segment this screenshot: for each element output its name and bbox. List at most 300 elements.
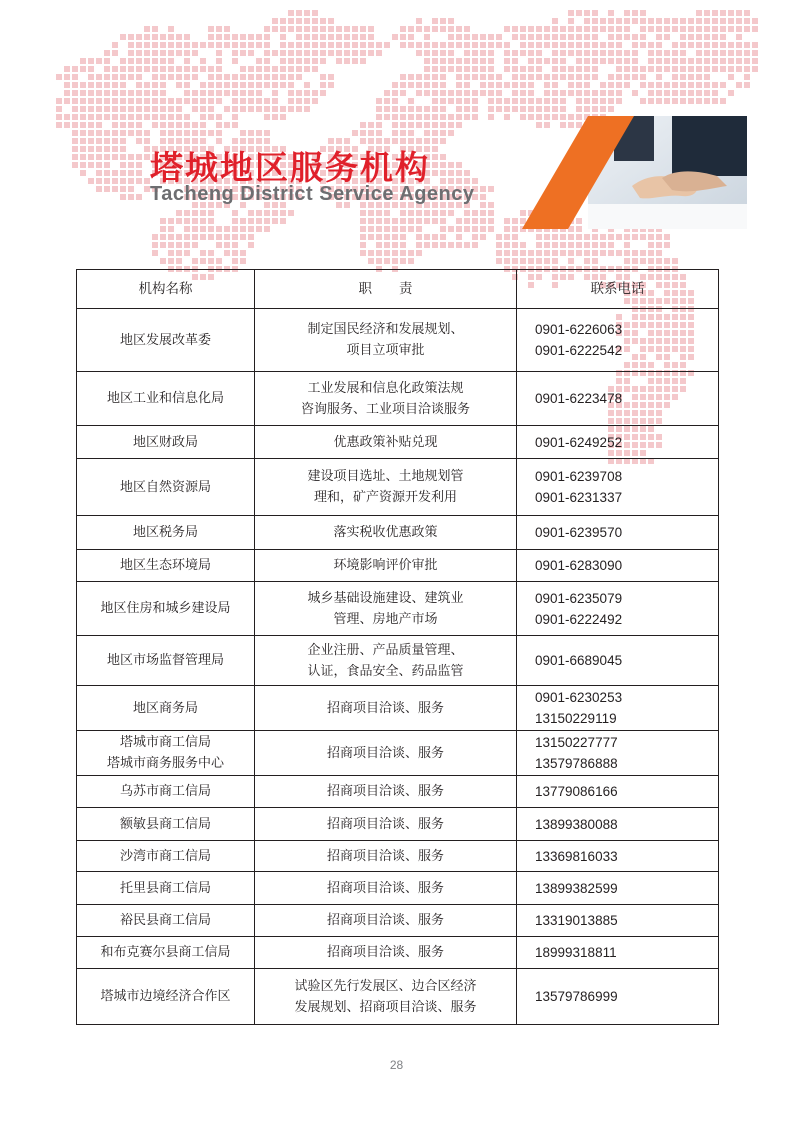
agency-name: 塔城市商工信局 (119, 735, 211, 750)
map-dot (184, 114, 190, 120)
map-dot (128, 50, 134, 56)
map-dot (416, 18, 422, 24)
map-dot (328, 34, 334, 40)
map-dot (248, 106, 254, 112)
map-dot (712, 18, 718, 24)
map-dot (72, 138, 78, 144)
map-dot (216, 226, 222, 232)
map-dot (600, 82, 606, 88)
agency-name: 托里县商工信局 (119, 880, 211, 896)
duty-line: 项目立项审批 (346, 343, 425, 358)
map-dot (216, 98, 222, 104)
duty-cell (255, 731, 517, 776)
agency-name-cell (77, 459, 255, 516)
map-dot (360, 34, 366, 40)
map-dot (528, 50, 534, 56)
map-dot (432, 170, 438, 176)
map-dot (520, 242, 526, 248)
map-dot (560, 98, 566, 104)
map-dot (576, 34, 582, 40)
map-dot (136, 82, 142, 88)
map-dot (104, 170, 110, 176)
map-dot (528, 90, 534, 96)
map-dot (144, 98, 150, 104)
map-dot (504, 106, 510, 112)
map-dot (424, 90, 430, 96)
map-dot (424, 74, 430, 80)
map-dot (216, 90, 222, 96)
duty-cell (255, 808, 517, 841)
map-dot (208, 226, 214, 232)
map-dot (208, 34, 214, 40)
map-dot (536, 242, 542, 248)
map-dot (448, 58, 454, 64)
map-dot (432, 234, 438, 240)
map-dot (248, 242, 254, 248)
map-dot (232, 50, 238, 56)
map-dot (432, 98, 438, 104)
map-dot (448, 226, 454, 232)
map-dot (280, 210, 286, 216)
map-dot (248, 50, 254, 56)
map-dot (472, 114, 478, 120)
map-dot (360, 130, 366, 136)
map-dot (360, 58, 366, 64)
phone-number: 0901-6222542 (535, 343, 623, 358)
map-dot (632, 58, 638, 64)
map-dot (296, 90, 302, 96)
map-dot (664, 34, 670, 40)
map-dot (392, 106, 398, 112)
map-dot (520, 98, 526, 104)
map-dot (720, 50, 726, 56)
map-dot (248, 226, 254, 232)
map-dot (680, 58, 686, 64)
map-dot (72, 82, 78, 88)
duty-line: 认证，食品安全、药品监管 (307, 663, 464, 679)
map-dot (408, 218, 414, 224)
phone-number: 0901-6230253 (535, 690, 623, 705)
map-dot (408, 106, 414, 112)
map-dot (696, 34, 702, 40)
map-dot (56, 122, 62, 128)
map-dot (392, 34, 398, 40)
map-dot (592, 106, 598, 112)
map-dot (200, 98, 206, 104)
agency-name-cell (77, 372, 255, 426)
map-dot (128, 66, 134, 72)
map-dot (224, 242, 230, 248)
map-dot (192, 90, 198, 96)
map-dot (592, 66, 598, 72)
map-dot (552, 66, 558, 72)
handshake-photo (522, 116, 747, 229)
map-dot (416, 74, 422, 80)
map-dot (352, 34, 358, 40)
map-dot (216, 58, 222, 64)
map-dot (416, 106, 422, 112)
map-dot (80, 138, 86, 144)
map-dot (192, 210, 198, 216)
map-dot (592, 234, 598, 240)
map-dot (112, 106, 118, 112)
map-dot (456, 74, 462, 80)
phone-number: 0901-6249252 (535, 434, 623, 450)
map-dot (232, 242, 238, 248)
map-dot (200, 58, 206, 64)
map-dot (440, 114, 446, 120)
map-dot (280, 58, 286, 64)
map-dot (280, 106, 286, 112)
map-dot (192, 130, 198, 136)
map-dot (712, 42, 718, 48)
map-dot (96, 170, 102, 176)
map-dot (272, 26, 278, 32)
map-dot (664, 58, 670, 64)
map-dot (256, 218, 262, 224)
map-dot (200, 226, 206, 232)
map-dot (336, 26, 342, 32)
map-dot (376, 210, 382, 216)
map-dot (536, 106, 542, 112)
map-dot (464, 226, 470, 232)
duty-cell (255, 872, 517, 905)
map-dot (368, 218, 374, 224)
map-dot (408, 98, 414, 104)
map-dot (568, 42, 574, 48)
map-dot (584, 106, 590, 112)
map-dot (448, 122, 454, 128)
duty-cell (255, 636, 517, 686)
duty-line: 环境影响评价审批 (333, 558, 438, 573)
map-dot (696, 18, 702, 24)
map-dot (208, 74, 214, 80)
map-dot (192, 218, 198, 224)
map-dot (464, 242, 470, 248)
map-dot (400, 218, 406, 224)
map-dot (104, 130, 110, 136)
map-dot (744, 18, 750, 24)
map-dot (232, 58, 238, 64)
map-dot (584, 90, 590, 96)
map-dot (640, 26, 646, 32)
map-dot (480, 218, 486, 224)
map-dot (712, 58, 718, 64)
map-dot (696, 74, 702, 80)
map-dot (296, 42, 302, 48)
map-dot (120, 58, 126, 64)
map-dot (104, 98, 110, 104)
map-dot (384, 226, 390, 232)
map-dot (232, 210, 238, 216)
map-dot (528, 98, 534, 104)
map-dot (120, 114, 126, 120)
map-dot (256, 66, 262, 72)
map-dot (456, 34, 462, 40)
map-dot (136, 130, 142, 136)
map-dot (376, 42, 382, 48)
map-dot (136, 34, 142, 40)
map-dot (304, 34, 310, 40)
map-dot (568, 82, 574, 88)
map-dot (472, 98, 478, 104)
map-dot (312, 34, 318, 40)
map-dot (560, 242, 566, 248)
map-dot (392, 226, 398, 232)
map-dot (80, 146, 86, 152)
map-dot (632, 18, 638, 24)
map-dot (288, 90, 294, 96)
map-dot (656, 34, 662, 40)
map-dot (736, 18, 742, 24)
map-dot (232, 114, 238, 120)
header-agency-name: 机构名称 (77, 270, 255, 309)
map-dot (232, 218, 238, 224)
duty-cell (255, 309, 517, 372)
map-dot (464, 26, 470, 32)
map-dot (232, 226, 238, 232)
map-dot (272, 218, 278, 224)
map-dot (432, 90, 438, 96)
map-dot (552, 50, 558, 56)
map-dot (600, 234, 606, 240)
agency-name: 地区自然资源局 (119, 479, 211, 495)
map-dot (368, 258, 374, 264)
map-dot (224, 226, 230, 232)
map-dot (280, 66, 286, 72)
map-dot (192, 74, 198, 80)
map-dot (736, 82, 742, 88)
phone-cell (517, 309, 719, 372)
map-dot (424, 58, 430, 64)
map-dot (168, 114, 174, 120)
map-dot (368, 122, 374, 128)
map-dot (576, 234, 582, 240)
map-dot (664, 234, 670, 240)
map-dot (592, 242, 598, 248)
map-dot (128, 154, 134, 160)
map-dot (568, 66, 574, 72)
map-dot (616, 98, 622, 104)
map-dot (720, 98, 726, 104)
map-dot (192, 226, 198, 232)
map-dot (408, 114, 414, 120)
map-dot (752, 26, 758, 32)
map-dot (448, 242, 454, 248)
map-dot (648, 58, 654, 64)
map-dot (488, 114, 494, 120)
map-dot (80, 162, 86, 168)
map-dot (424, 210, 430, 216)
map-dot (72, 122, 78, 128)
map-dot (152, 250, 158, 256)
map-dot (384, 42, 390, 48)
map-dot (328, 42, 334, 48)
map-dot (96, 82, 102, 88)
map-dot (576, 90, 582, 96)
map-dot (368, 130, 374, 136)
map-dot (608, 234, 614, 240)
map-dot (624, 26, 630, 32)
map-dot (576, 50, 582, 56)
map-dot (64, 82, 70, 88)
map-dot (376, 130, 382, 136)
map-dot (624, 82, 630, 88)
map-dot (136, 106, 142, 112)
map-dot (672, 90, 678, 96)
map-dot (568, 74, 574, 80)
map-dot (72, 162, 78, 168)
map-dot (248, 34, 254, 40)
table-row (77, 516, 719, 550)
map-dot (272, 66, 278, 72)
table-row (77, 636, 719, 686)
map-dot (288, 98, 294, 104)
map-dot (272, 90, 278, 96)
map-dot (208, 258, 214, 264)
map-dot (376, 106, 382, 112)
map-dot (552, 234, 558, 240)
map-dot (400, 210, 406, 216)
map-dot (440, 242, 446, 248)
agency-name-cell (77, 872, 255, 905)
map-dot (416, 50, 422, 56)
map-dot (88, 154, 94, 160)
map-dot (552, 242, 558, 248)
map-dot (88, 138, 94, 144)
map-dot (528, 42, 534, 48)
map-dot (80, 154, 86, 160)
agency-name-cell (77, 969, 255, 1025)
map-dot (576, 74, 582, 80)
map-dot (184, 210, 190, 216)
map-dot (528, 34, 534, 40)
map-dot (496, 98, 502, 104)
map-dot (672, 66, 678, 72)
map-dot (536, 34, 542, 40)
map-dot (568, 258, 574, 264)
map-dot (416, 250, 422, 256)
map-dot (592, 34, 598, 40)
map-dot (576, 66, 582, 72)
map-dot (584, 242, 590, 248)
map-dot (552, 90, 558, 96)
map-dot (64, 90, 70, 96)
map-dot (472, 226, 478, 232)
map-dot (96, 178, 102, 184)
duty-cell (255, 776, 517, 808)
phone-cell (517, 636, 719, 686)
map-dot (432, 82, 438, 88)
map-dot (128, 162, 134, 168)
map-dot (504, 50, 510, 56)
map-dot (672, 258, 678, 264)
map-dot (744, 82, 750, 88)
map-dot (136, 66, 142, 72)
map-dot (264, 130, 270, 136)
agency-name: 地区工业和信息化局 (106, 391, 224, 406)
map-dot (360, 242, 366, 248)
map-dot (488, 218, 494, 224)
map-dot (392, 98, 398, 104)
map-dot (560, 58, 566, 64)
map-dot (272, 18, 278, 24)
map-dot (216, 34, 222, 40)
map-dot (440, 218, 446, 224)
map-dot (744, 26, 750, 32)
map-dot (696, 50, 702, 56)
map-dot (632, 50, 638, 56)
map-dot (184, 66, 190, 72)
map-dot (696, 82, 702, 88)
map-dot (728, 42, 734, 48)
table-row (77, 459, 719, 516)
map-dot (112, 50, 118, 56)
map-dot (96, 58, 102, 64)
page-subtitle: Tacheng District Service Agency (150, 183, 475, 205)
map-dot (560, 34, 566, 40)
duty-line: 招商项目洽谈、服务 (326, 880, 444, 896)
map-dot (88, 58, 94, 64)
map-dot (680, 50, 686, 56)
map-dot (472, 106, 478, 112)
map-dot (640, 82, 646, 88)
map-dot (424, 26, 430, 32)
map-dot (248, 130, 254, 136)
map-dot (144, 106, 150, 112)
map-dot (104, 50, 110, 56)
map-dot (592, 74, 598, 80)
map-dot (728, 90, 734, 96)
map-dot (264, 106, 270, 112)
map-dot (160, 234, 166, 240)
map-dot (440, 122, 446, 128)
map-dot (392, 258, 398, 264)
map-dot (168, 122, 174, 128)
phone-number: 0901-6239708 (535, 469, 623, 484)
map-dot (584, 234, 590, 240)
map-dot (64, 74, 70, 80)
map-dot (496, 258, 502, 264)
table-row (77, 309, 719, 372)
map-dot (488, 42, 494, 48)
map-dot (296, 18, 302, 24)
map-dot (392, 82, 398, 88)
map-dot (488, 226, 494, 232)
map-dot (688, 66, 694, 72)
map-dot (104, 138, 110, 144)
map-dot (368, 42, 374, 48)
map-dot (456, 218, 462, 224)
map-dot (120, 186, 126, 192)
map-dot (152, 90, 158, 96)
map-dot (320, 26, 326, 32)
map-dot (280, 34, 286, 40)
map-dot (88, 162, 94, 168)
map-dot (552, 58, 558, 64)
map-dot (112, 186, 118, 192)
map-dot (656, 26, 662, 32)
map-dot (128, 178, 134, 184)
map-dot (72, 154, 78, 160)
phone-number: 0901-6235079 (535, 590, 623, 606)
map-dot (264, 210, 270, 216)
map-dot (104, 74, 110, 80)
phone-number: 0901-6283090 (535, 558, 623, 573)
map-dot (408, 130, 414, 136)
map-dot (712, 10, 718, 16)
map-dot (416, 82, 422, 88)
